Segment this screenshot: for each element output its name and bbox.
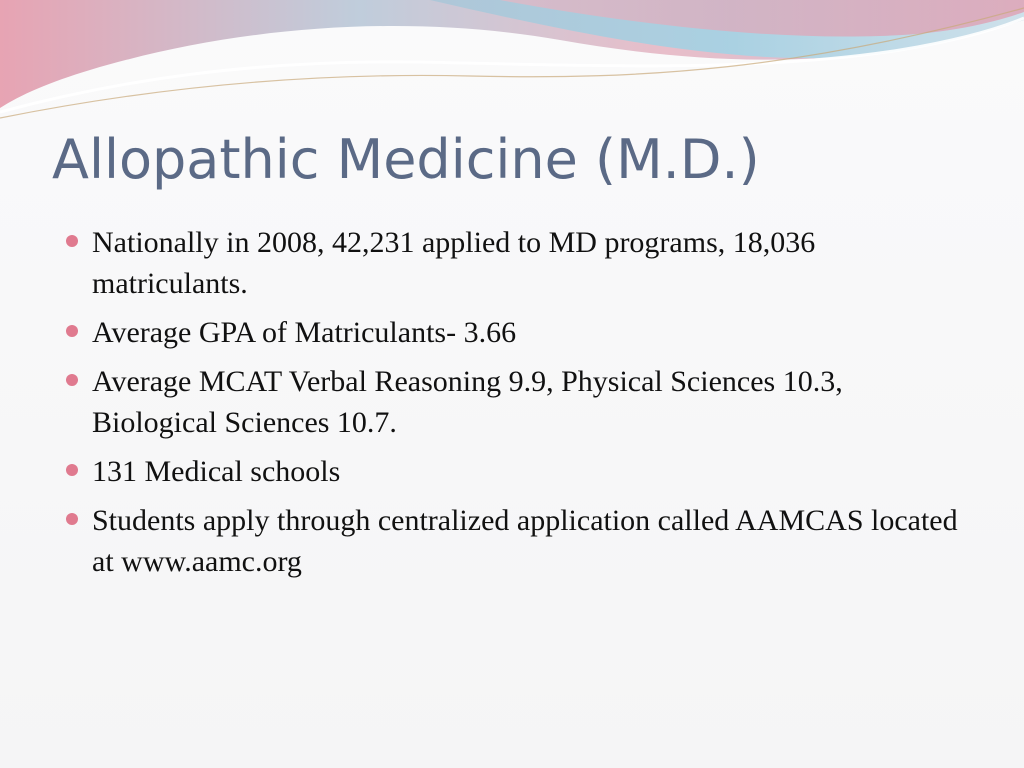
bullet-text: Average MCAT Verbal Reasoning 9.9, Physical Sciences 10.3, Biological Sciences 10.7. xyxy=(92,365,843,439)
bullet-list xyxy=(64,222,964,590)
bullet-item xyxy=(64,361,964,443)
bullet-item xyxy=(64,222,964,304)
bullet-item xyxy=(64,451,964,492)
bullet-item xyxy=(64,312,964,353)
decorative-wave-banner xyxy=(0,0,1024,130)
bullet-dot-icon xyxy=(66,374,78,386)
bullet-dot-icon xyxy=(66,325,78,337)
bullet-text: Nationally in 2008, 42,231 applied to MD programs, 18,036 matriculants. xyxy=(92,226,816,300)
bullet-dot-icon xyxy=(66,464,78,476)
bullet-text: 131 Medical schools xyxy=(92,455,341,488)
bullet-item xyxy=(64,500,964,582)
bullet-dot-icon xyxy=(66,235,78,247)
bullet-dot-icon xyxy=(66,513,78,525)
bullet-text: Students apply through centralized application called AAMCAS located at www.aamc.org xyxy=(92,504,958,578)
slide-title: Allopathic Medicine (M.D.) xyxy=(52,128,760,191)
bullet-text: Average GPA of Matriculants- 3.66 xyxy=(92,316,517,349)
